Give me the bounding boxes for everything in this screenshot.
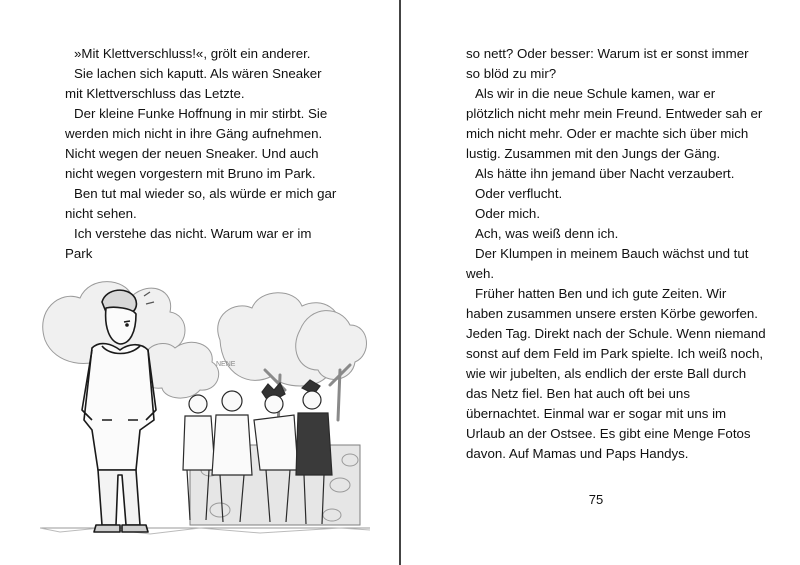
paragraph: Ben tut mal wieder so, als würde er mich gar nicht sehen. [65,186,337,221]
paragraph: »Mit Klettverschluss!«, grölt ein anderer. [74,46,311,61]
paragraph: Der Klumpen in meinem Bauch wächst und tut weh. [466,246,749,281]
paragraph: Als wir in die neue Schule kamen, war er plötzlich nicht mehr mein Freund. Entweder sah er mich nicht mehr. Oder er machte sich über mich lustig. Zusammen mit den Jungs der Gäng. [466,86,763,161]
illustration-boys-in-park [40,270,370,540]
paragraph: Ich verstehe das nicht. Warum war er im Park [65,226,312,261]
paragraph: Sie lachen sich kaputt. Als wären Sneaker mit Klettverschluss das Letzte. [65,66,322,101]
paragraph: so nett? Oder besser: Warum ist er sonst immer so blöd zu mir? [466,46,749,81]
left-page-text [65,44,340,264]
right-page-text [466,44,766,464]
left-page [0,0,399,565]
svg-text:NENE: NENE [216,361,236,368]
page-number: 75 [588,492,604,507]
paragraph: Früher hatten Ben und ich gute Zeiten. Wir haben zusammen unsere ersten Körbe geworfen. Jeden Tag. Direkt nach der Schule. Wenn niemand sonst auf dem Feld im Park spielte. Ich weiß noch, wie wir jubelten, als endlich der erste Ball durch das Netz fiel. Ben hat auch oft bei uns übernachtet. Einmal war er sogar mit uns im Urlaub an der Ostsee. Es gibt eine Menge Fotos davon. Auf Mamas und Paps Handys. [466,286,766,461]
paragraph: Oder mich. [475,206,541,221]
paragraph: Ach, was weiß denn ich. [475,226,619,241]
paragraph: Oder verflucht. [475,186,563,201]
paragraph: Der kleine Funke Hoffnung in mir stirbt. Sie werden mich nicht in ihre Gäng aufnehmen. Nicht wegen der neuen Sneaker. Und auch nicht wegen vorgestern mit Bruno im Park. [65,106,328,181]
paragraph: Als hätte ihn jemand über Nacht verzaubert. [475,166,735,181]
